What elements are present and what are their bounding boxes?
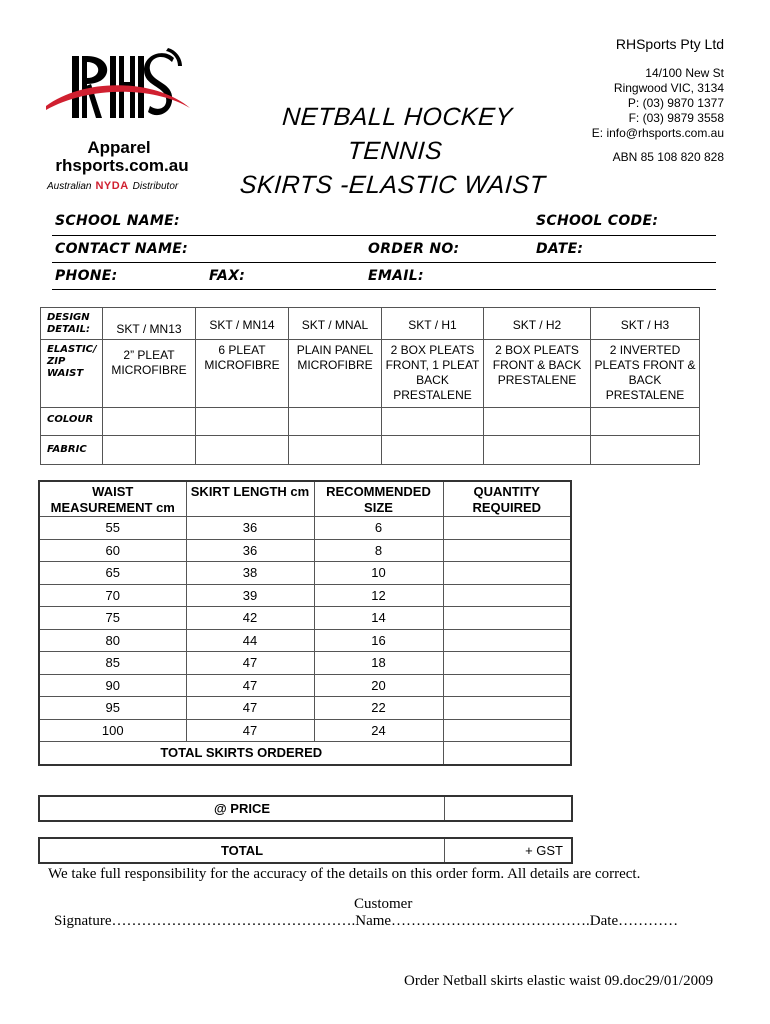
size-cell: 16 — [314, 629, 443, 652]
elastic-waist-label: ELASTIC/ ZIP WAIST — [41, 340, 103, 408]
waist-cell: 55 — [39, 517, 186, 540]
style-desc-cell: 6 PLEAT MICROFIBRE — [196, 340, 289, 408]
colour-input-cell[interactable] — [103, 408, 196, 436]
quantity-input-cell[interactable] — [443, 539, 571, 562]
style-code-cell: SKT / MNAL — [289, 308, 382, 340]
fabric-input-cell[interactable] — [591, 436, 700, 465]
fax-label: FAX: — [209, 268, 246, 284]
colour-input-cell[interactable] — [289, 408, 382, 436]
style-code-cell: SKT / MN14 — [196, 308, 289, 340]
fabric-input-cell[interactable] — [103, 436, 196, 465]
length-cell: 36 — [186, 539, 314, 562]
waist-cell: 85 — [39, 652, 186, 675]
length-cell: 47 — [186, 697, 314, 720]
quantity-header: QUANTITY REQUIRED — [443, 481, 571, 517]
gst-label: + GST — [525, 843, 563, 858]
table-row — [39, 607, 571, 630]
total-row — [39, 742, 571, 765]
table-row — [39, 674, 571, 697]
quantity-input-cell[interactable] — [443, 607, 571, 630]
quantity-input-cell[interactable] — [443, 629, 571, 652]
design-detail-label: DESIGN DETAIL: — [41, 308, 103, 340]
contact-name-label: CONTACT NAME: — [55, 241, 189, 257]
divider — [52, 289, 716, 290]
colour-input-cell[interactable] — [382, 408, 484, 436]
price-input-cell[interactable] — [444, 797, 571, 820]
size-cell: 22 — [314, 697, 443, 720]
style-desc-cell: 2 INVERTED PLEATS FRONT & BACK PRESTALENE — [591, 340, 700, 408]
quantity-input-cell[interactable] — [443, 697, 571, 720]
table-row — [39, 517, 571, 540]
size-cell: 6 — [314, 517, 443, 540]
waist-cell: 70 — [39, 584, 186, 607]
divider — [52, 235, 716, 236]
length-header: SKIRT LENGTH cm — [186, 481, 314, 517]
length-cell: 47 — [186, 674, 314, 697]
waist-cell: 90 — [39, 674, 186, 697]
size-cell: 18 — [314, 652, 443, 675]
rhs-logo-mark — [72, 48, 182, 118]
table-row — [39, 584, 571, 607]
total-skirts-label: TOTAL SKIRTS ORDERED — [39, 742, 443, 765]
length-cell: 44 — [186, 629, 314, 652]
size-cell: 24 — [314, 719, 443, 742]
company-name: RHSports Pty Ltd — [615, 36, 724, 52]
address-line: 14/100 New St — [645, 66, 724, 80]
price-box — [38, 795, 573, 822]
style-code-cell: SKT / H2 — [484, 308, 591, 340]
quantity-input-cell[interactable] — [443, 517, 571, 540]
divider — [52, 262, 716, 263]
colour-input-cell[interactable] — [196, 408, 289, 436]
table-row — [39, 697, 571, 720]
waist-header: WAIST MEASUREMENT cm — [39, 481, 186, 517]
email-line: E: info@rhsports.com.au — [591, 126, 724, 140]
style-desc-cell: 2 BOX PLEATS FRONT, 1 PLEAT BACK PRESTALENE — [382, 340, 484, 408]
table-row — [39, 539, 571, 562]
fax-line: F: (03) 9879 3558 — [628, 111, 724, 125]
email-label: EMAIL: — [368, 268, 424, 284]
declaration-text: We take full responsibility for the accuracy of the details on this order form. All details are correct. — [48, 866, 641, 882]
size-cell: 8 — [314, 539, 443, 562]
quantity-input-cell[interactable] — [443, 652, 571, 675]
colour-label: COLOUR — [41, 408, 103, 436]
quantity-input-cell[interactable] — [443, 584, 571, 607]
fabric-input-cell[interactable] — [484, 436, 591, 465]
table-row — [39, 629, 571, 652]
size-cell: 14 — [314, 607, 443, 630]
waist-cell: 100 — [39, 719, 186, 742]
company-address — [592, 66, 724, 141]
order-no-label: ORDER NO: — [368, 241, 460, 257]
total-box — [38, 837, 573, 864]
total-label: TOTAL — [220, 843, 264, 858]
length-cell: 42 — [186, 607, 314, 630]
style-desc-cell: 2” PLEAT MICROFIBRE — [103, 340, 196, 408]
colour-input-cell[interactable] — [484, 408, 591, 436]
school-name-label: SCHOOL NAME: — [55, 213, 180, 229]
waist-cell: 95 — [39, 697, 186, 720]
quantity-input-cell[interactable] — [443, 562, 571, 585]
document-footer: Order Netball skirts elastic waist 09.doc29/01/2009 — [404, 973, 714, 989]
design-table — [40, 307, 700, 465]
colour-input-cell[interactable] — [591, 408, 700, 436]
total-input-cell[interactable] — [444, 839, 571, 862]
style-desc-cell: 2 BOX PLEATS FRONT & BACK PRESTALENE — [484, 340, 591, 408]
logo-apparel-text: Apparel — [87, 138, 151, 157]
length-cell: 38 — [186, 562, 314, 585]
fabric-input-cell[interactable] — [196, 436, 289, 465]
fabric-input-cell[interactable] — [289, 436, 382, 465]
style-code-cell: SKT / H3 — [591, 308, 700, 340]
distributor-tagline — [47, 180, 197, 192]
table-row — [39, 652, 571, 675]
customer-label: Customer — [354, 896, 413, 912]
price-label: @ PRICE — [213, 801, 271, 816]
quantity-input-cell[interactable] — [443, 719, 571, 742]
table-row — [39, 562, 571, 585]
waist-cell: 75 — [39, 607, 186, 630]
total-skirts-input-cell[interactable] — [443, 742, 571, 765]
school-code-label: SCHOOL CODE: — [536, 213, 659, 229]
fabric-label: FABRIC — [41, 436, 103, 465]
address-line: Ringwood VIC, 3134 — [613, 81, 724, 95]
signature-line[interactable]: Signature………………………………………….Name………………………………….Date………… — [54, 913, 679, 929]
size-cell: 10 — [314, 562, 443, 585]
quantity-input-cell[interactable] — [443, 674, 571, 697]
distributor-suffix: Distributor — [132, 180, 179, 192]
form-title — [236, 100, 553, 202]
size-table — [38, 480, 572, 766]
waist-cell: 60 — [39, 539, 186, 562]
phone-label: PHONE: — [55, 268, 118, 284]
company-abn: ABN 85 108 820 828 — [612, 150, 724, 164]
length-cell: 47 — [186, 652, 314, 675]
nyda-logo: NYDA — [95, 180, 129, 192]
phone-line: P: (03) 9870 1377 — [627, 96, 724, 110]
waist-cell: 65 — [39, 562, 186, 585]
style-code-cell: SKT / MN13 — [103, 308, 196, 340]
length-cell: 39 — [186, 584, 314, 607]
style-code-cell: SKT / H1 — [382, 308, 484, 340]
form-title-line1: NETBALL HOCKEY TENNIS — [281, 103, 514, 165]
style-desc-cell: PLAIN PANEL MICROFIBRE — [289, 340, 382, 408]
form-title-line2: SKIRTS -ELASTIC WAIST — [238, 171, 547, 199]
size-cell: 12 — [314, 584, 443, 607]
distributor-prefix: Australian — [47, 180, 92, 192]
size-cell: 20 — [314, 674, 443, 697]
table-row — [39, 719, 571, 742]
fabric-input-cell[interactable] — [382, 436, 484, 465]
length-cell: 47 — [186, 719, 314, 742]
logo-website-text: rhsports.com.au — [55, 156, 189, 175]
length-cell: 36 — [186, 517, 314, 540]
date-label: DATE: — [536, 241, 584, 257]
waist-cell: 80 — [39, 629, 186, 652]
size-header: RECOMMENDED SIZE — [314, 481, 443, 517]
